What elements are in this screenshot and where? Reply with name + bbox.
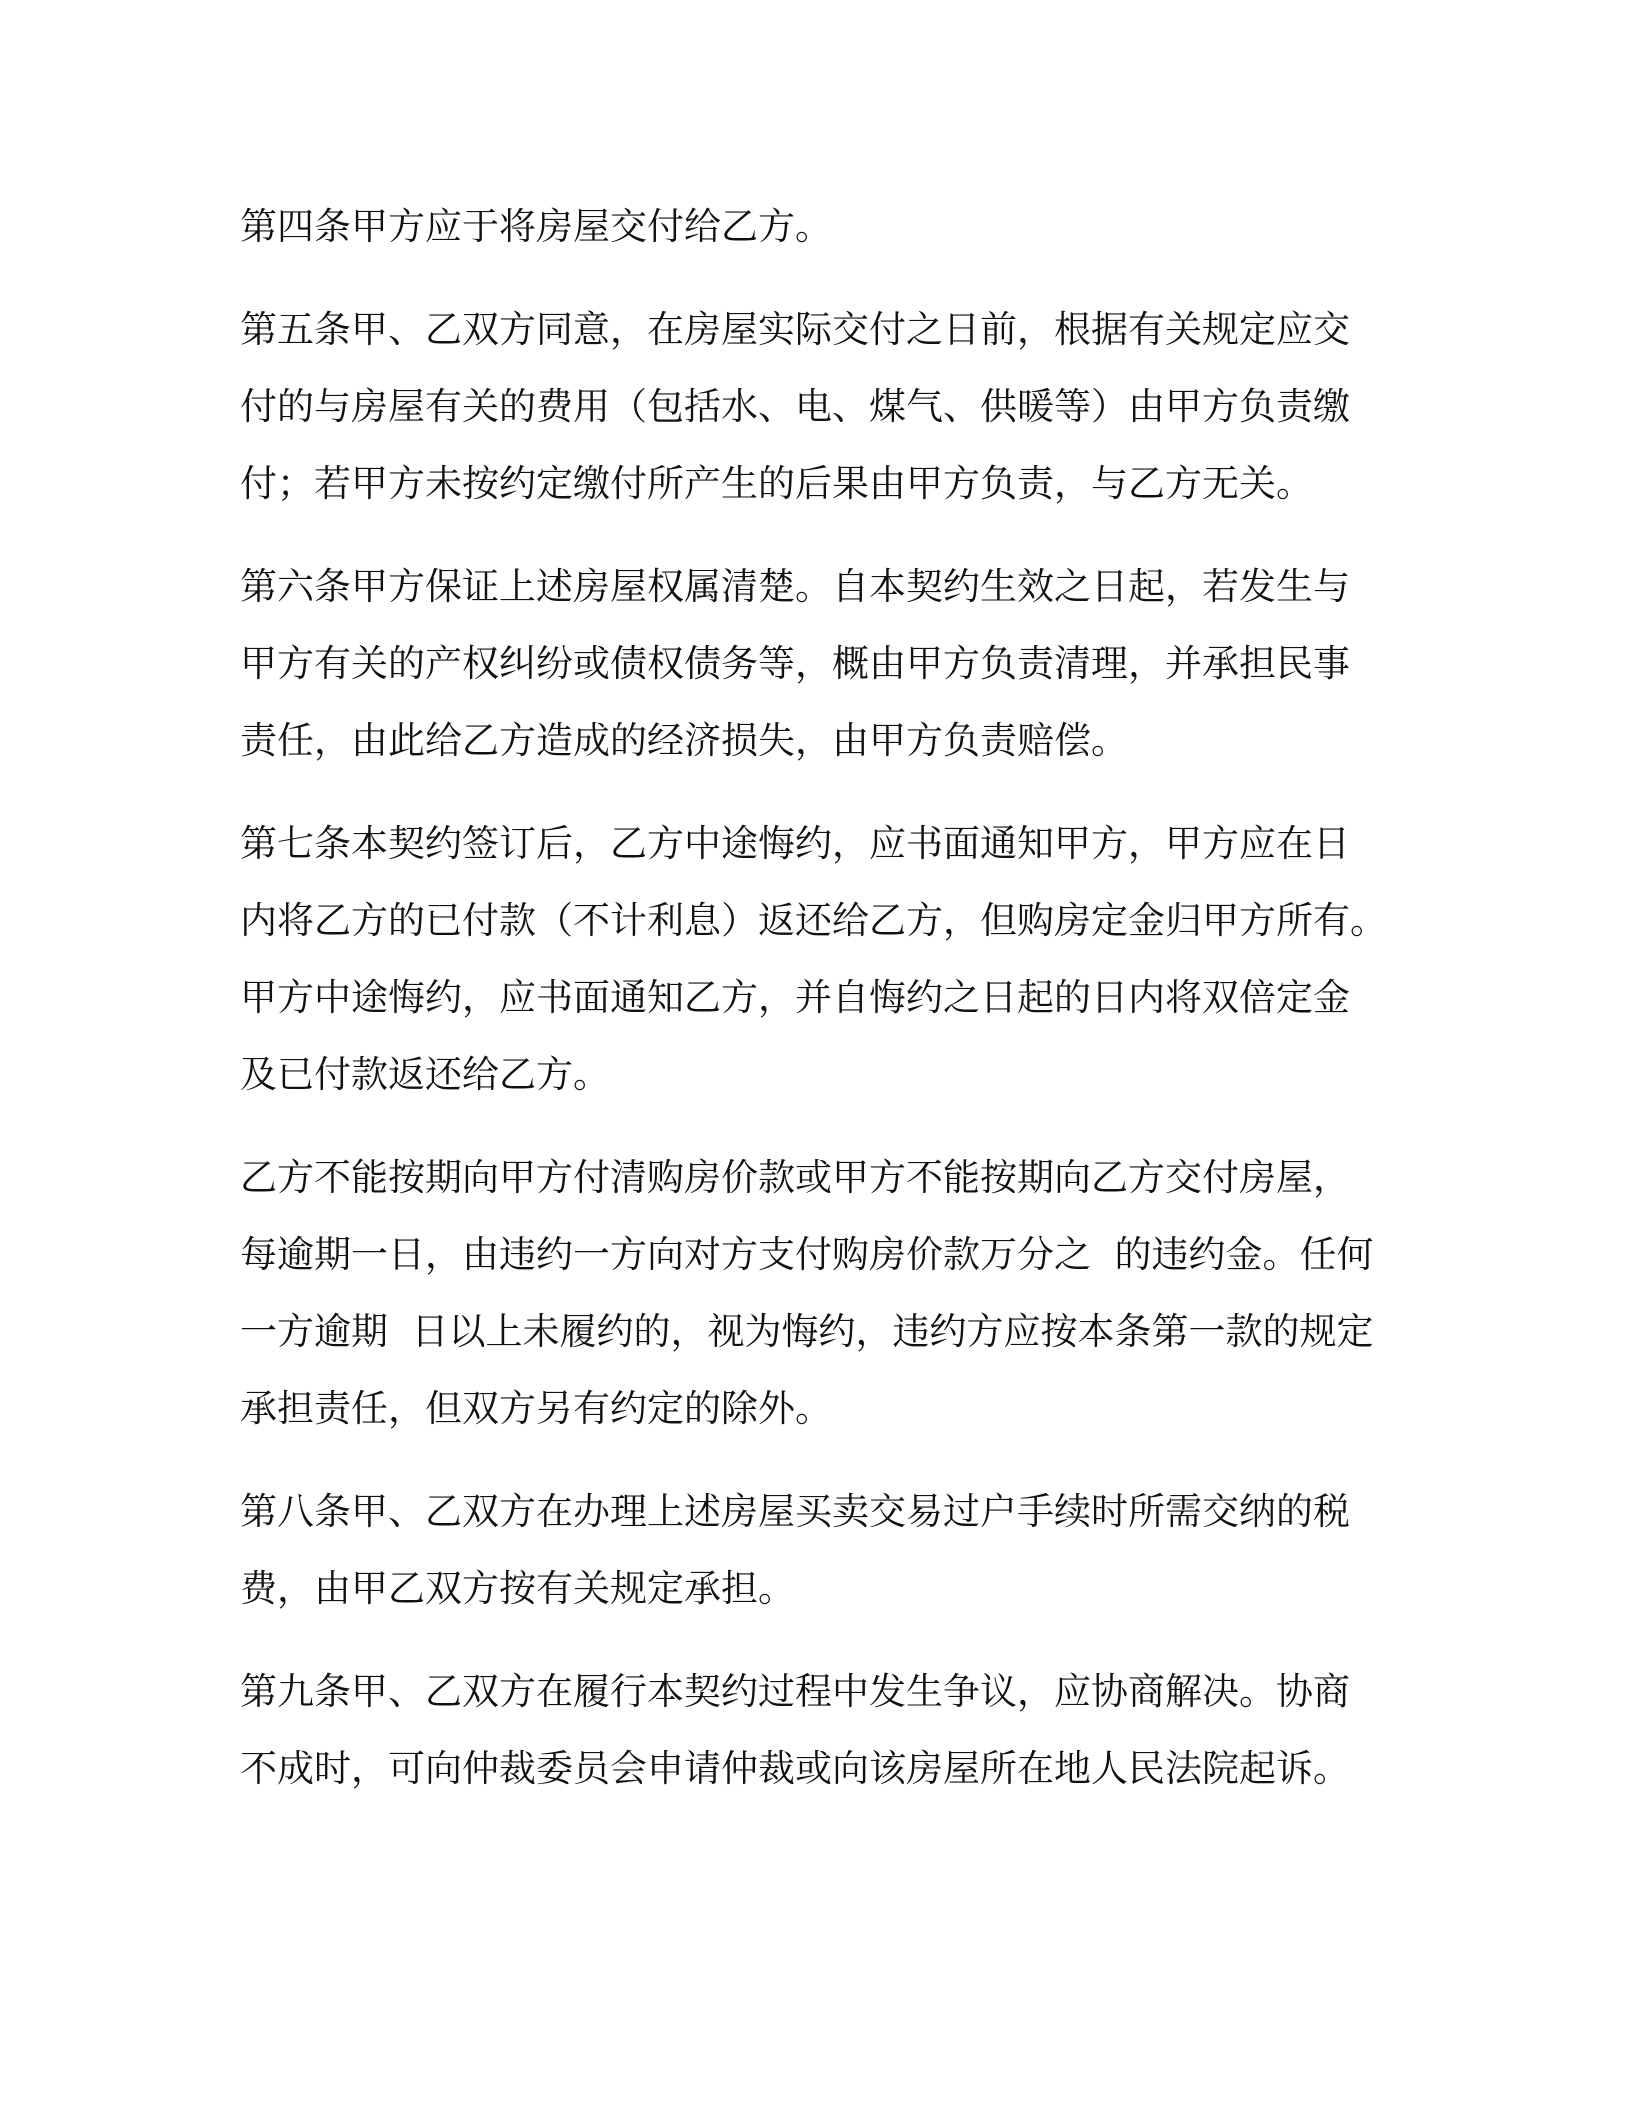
text-line: 甲方中途悔约，应书面通知乙方，并自悔约之日起的日内将双倍定金 [240, 976, 1350, 1019]
text-line: 付的与房屋有关的费用（包括水、电、煤气、供暖等）由甲方负责缴 [240, 385, 1350, 428]
article-6-paragraph [240, 548, 1400, 779]
text-line: 内将乙方的已付款（不计利息）返还给乙方，但购房定金归甲方所有。 [240, 899, 1387, 942]
text-line: 第六条甲方保证上述房屋权属清楚。自本契约生效之日起，若发生与 [240, 565, 1350, 608]
text-line: 不成时，可向仲裁委员会申请仲裁或向该房屋所在地人民法院起诉。 [240, 1747, 1350, 1790]
article-5-paragraph [240, 291, 1400, 522]
text-line: 第四条甲方应于将房屋交付给乙方。 [240, 205, 832, 248]
text-line: 一方逾期 日以上未履约的，视为悔约，违约方应按本条第一款的规定 [240, 1310, 1374, 1353]
text-line: 付；若甲方未按约定缴付所产生的后果由甲方负责，与乙方无关。 [240, 462, 1313, 505]
late-payment-paragraph [240, 1139, 1400, 1447]
article-4-paragraph [240, 188, 1400, 265]
article-8-paragraph [240, 1473, 1400, 1627]
text-line: 第九条甲、乙双方在履行本契约过程中发生争议，应协商解决。协商 [240, 1670, 1350, 1713]
text-line: 每逾期一日，由违约一方向对方支付购房价款万分之 的违约金。任何 [240, 1233, 1374, 1276]
article-7-paragraph [240, 805, 1400, 1113]
text-line: 乙方不能按期向甲方付清购房价款或甲方不能按期向乙方交付房屋， [240, 1156, 1350, 1199]
article-9-paragraph [240, 1653, 1400, 1807]
text-line: 第八条甲、乙双方在办理上述房屋买卖交易过户手续时所需交纳的税 [240, 1490, 1350, 1533]
text-line: 甲方有关的产权纠纷或债权债务等，概由甲方负责清理，并承担民事 [240, 642, 1350, 685]
text-line: 第七条本契约签订后，乙方中途悔约，应书面通知甲方，甲方应在日 [240, 822, 1350, 865]
text-line: 承担责任，但双方另有约定的除外。 [240, 1387, 832, 1430]
text-line: 费，由甲乙双方按有关规定承担。 [240, 1567, 795, 1610]
text-line: 责任，由此给乙方造成的经济损失，由甲方负责赔偿。 [240, 719, 1128, 762]
text-line: 第五条甲、乙双方同意，在房屋实际交付之日前，根据有关规定应交 [240, 308, 1350, 351]
text-line: 及已付款返还给乙方。 [240, 1053, 610, 1096]
contract-body [240, 188, 1400, 1833]
